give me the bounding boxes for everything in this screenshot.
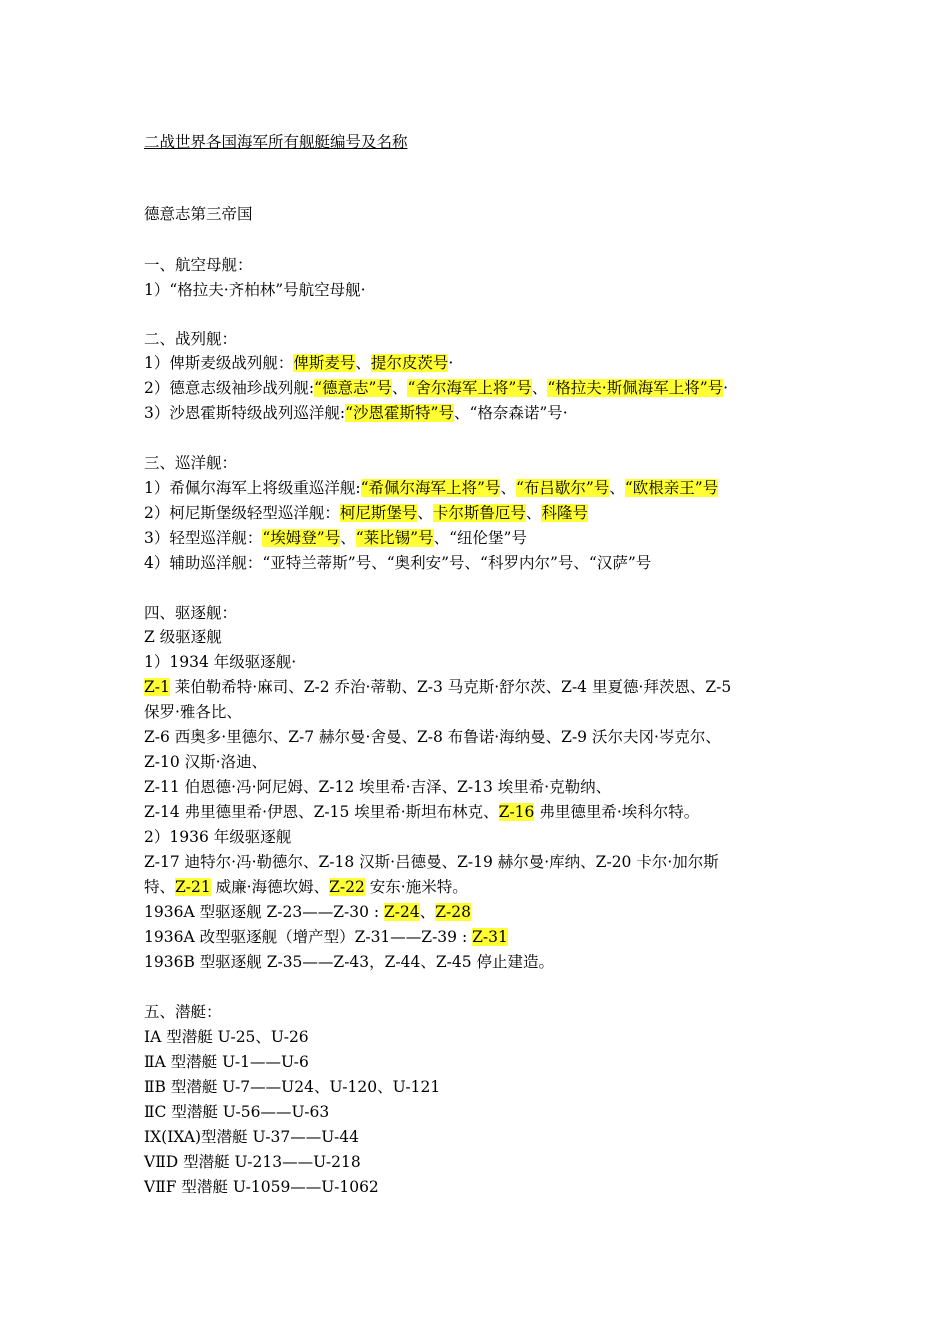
- text: 1）俾斯麦级战列舰：: [144, 354, 294, 372]
- submarine-item: ⅡA 型潜艇 U-1——U-6: [144, 1053, 309, 1071]
- document-title: 二战世界各国海军所有舰艇编号及名称: [144, 133, 408, 151]
- destroyer-line-5: Z-11 伯恩德·冯·阿尼姆、Z-12 埃里希·吉泽、Z-13 埃里希·克勒纳、: [144, 778, 612, 796]
- highlight: Z-1: [144, 678, 170, 696]
- section-heading-cruisers: 三、巡洋舰：: [144, 454, 238, 472]
- highlight: “欧根亲王”号: [624, 479, 719, 497]
- destroyer-line-2: 保罗·雅各比、: [144, 703, 242, 721]
- destroyer-line-6: [144, 801, 699, 823]
- text: 、“纽伦堡”号: [433, 529, 527, 547]
- submarine-item: ⅠA 型潜艇 U-25、U-26: [144, 1028, 309, 1046]
- highlight: 科隆号: [541, 504, 588, 522]
- highlight: “德意志”号: [314, 379, 392, 397]
- text: 2）柯尼斯堡级轻型巡洋舰：: [144, 504, 340, 522]
- text: 3）沙恩霍斯特级战列巡洋舰:: [144, 404, 346, 422]
- battleship-line-3: [144, 402, 568, 424]
- text: 、: [531, 379, 548, 397]
- destroyer-line-9: [144, 901, 471, 923]
- battleship-line-2: [144, 377, 728, 399]
- highlight: 俾斯麦号: [293, 354, 356, 372]
- destroyer-line-10: [144, 926, 508, 948]
- highlight: Z-21: [175, 878, 211, 896]
- submarine-item: ⅡB 型潜艇 U-7——U24、U-120、U-121: [144, 1078, 441, 1096]
- highlight: “布吕歇尔”号: [515, 479, 610, 497]
- section-heading-submarines: 五、潜艇：: [144, 1003, 222, 1021]
- destroyer-line-11: 1936B 型驱逐舰 Z-35——Z-43，Z-44、Z-45 停止建造。: [144, 953, 555, 971]
- text: 、: [609, 479, 625, 497]
- text: ·: [448, 354, 454, 372]
- destroyer-line-4: Z-10 汉斯·洛迪、: [144, 753, 268, 771]
- text: 1936A 型驱逐舰 Z-23——Z-30 :: [144, 903, 385, 921]
- text: 1936A 改型驱逐舰（增产型）Z-31——Z-39 :: [144, 928, 473, 946]
- highlight: Z-24: [384, 903, 420, 921]
- text: ·: [723, 379, 729, 397]
- text: 特、: [144, 878, 176, 896]
- destroyer-line-8: [144, 876, 468, 898]
- text: 威廉·海德坎姆、: [210, 878, 330, 896]
- battleship-line-1: [144, 352, 453, 374]
- highlight: 卡尔斯鲁厄号: [432, 504, 526, 522]
- carrier-line-1: 1）“格拉夫·齐柏林”号航空母舰·: [144, 281, 366, 299]
- highlight: Z-22: [329, 878, 365, 896]
- country-heading: 德意志第三帝国: [144, 205, 253, 223]
- destroyer-line-3: Z-6 西奥多·里德尔、Z-7 赫尔曼·舍曼、Z-8 布鲁诺·海纳曼、Z-9 沃尔夫冈·岑克尔、: [144, 728, 721, 746]
- highlight: 柯尼斯堡号: [339, 504, 418, 522]
- submarine-item: ⅡC 型潜艇 U-56——U-63: [144, 1103, 330, 1121]
- highlight: “沙恩霍斯特”号: [345, 404, 454, 422]
- cruiser-line-1: [144, 477, 718, 499]
- section-heading-destroyers: 四、驱逐舰：: [144, 604, 238, 622]
- destroyer-1934-heading: 1）1934 年级驱逐舰·: [144, 653, 297, 671]
- text: 、: [525, 504, 542, 522]
- destroyer-line-1: [144, 676, 731, 698]
- destroyer-1936-heading: 2）1936 年级驱逐舰: [144, 828, 292, 846]
- cruiser-line-4: 4）辅助巡洋舰：“亚特兰蒂斯”号、“奥利安”号、“科罗内尔”号、“汉萨”号: [144, 554, 652, 572]
- text: Z-14 弗里德里希·伊恩、Z-15 埃里希·斯坦布林克、: [144, 803, 499, 821]
- highlight: 提尔皮茨号: [370, 354, 449, 372]
- highlight: Z-28: [435, 903, 472, 921]
- text: 、“格奈森诺”号·: [453, 404, 568, 422]
- text: 2）德意志级袖珍战列舰:: [144, 379, 315, 397]
- text: 1）希佩尔海军上将级重巡洋舰:: [144, 479, 361, 497]
- highlight: “埃姆登”号: [262, 529, 341, 547]
- section-heading-carriers: 一、航空母舰：: [144, 256, 253, 274]
- submarine-item: VⅡD 型潜艇 U-213——U-218: [144, 1153, 361, 1171]
- text: 莱伯勒希特·麻司、Z-2 乔治·蒂勒、Z-3 马克斯·舒尔茨、Z-4 里夏德·拜茨恩、Z-5: [169, 678, 732, 696]
- highlight: “格拉夫·斯佩海军上将”号: [547, 379, 724, 397]
- submarine-item: ⅠX(ⅠXA)型潜艇 U-37——U-44: [144, 1128, 359, 1146]
- cruiser-line-2: [144, 502, 588, 524]
- text: 、: [500, 479, 516, 497]
- cruiser-line-3: [144, 527, 527, 549]
- highlight: “希佩尔海军上将”号: [360, 479, 501, 497]
- submarine-item: VⅡF 型潜艇 U-1059——U-1062: [144, 1178, 379, 1196]
- destroyer-line-7: Z-17 迪特尔·冯·勒德尔、Z-18 汉斯·吕德曼、Z-19 赫尔曼·库纳、Z-20 卡尔·加尔斯: [144, 853, 719, 871]
- highlight: Z-31: [472, 928, 508, 946]
- text: 3）轻型巡洋舰：: [144, 529, 263, 547]
- text: 、: [340, 529, 356, 547]
- text: 弗里德里希·埃科尔特。: [534, 803, 700, 821]
- highlight: “莱比锡”号: [355, 529, 434, 547]
- text: 、: [417, 504, 433, 522]
- highlight: Z-16: [498, 803, 535, 821]
- destroyer-class-z: Z 级驱逐舰: [144, 628, 222, 646]
- text: 、: [391, 379, 408, 397]
- text: 、: [355, 354, 371, 372]
- text: 安东·施米特。: [364, 878, 468, 896]
- section-heading-battleships: 二、战列舰：: [144, 330, 238, 348]
- highlight: “舍尔海军上将”号: [407, 379, 532, 397]
- text: 、: [419, 903, 436, 921]
